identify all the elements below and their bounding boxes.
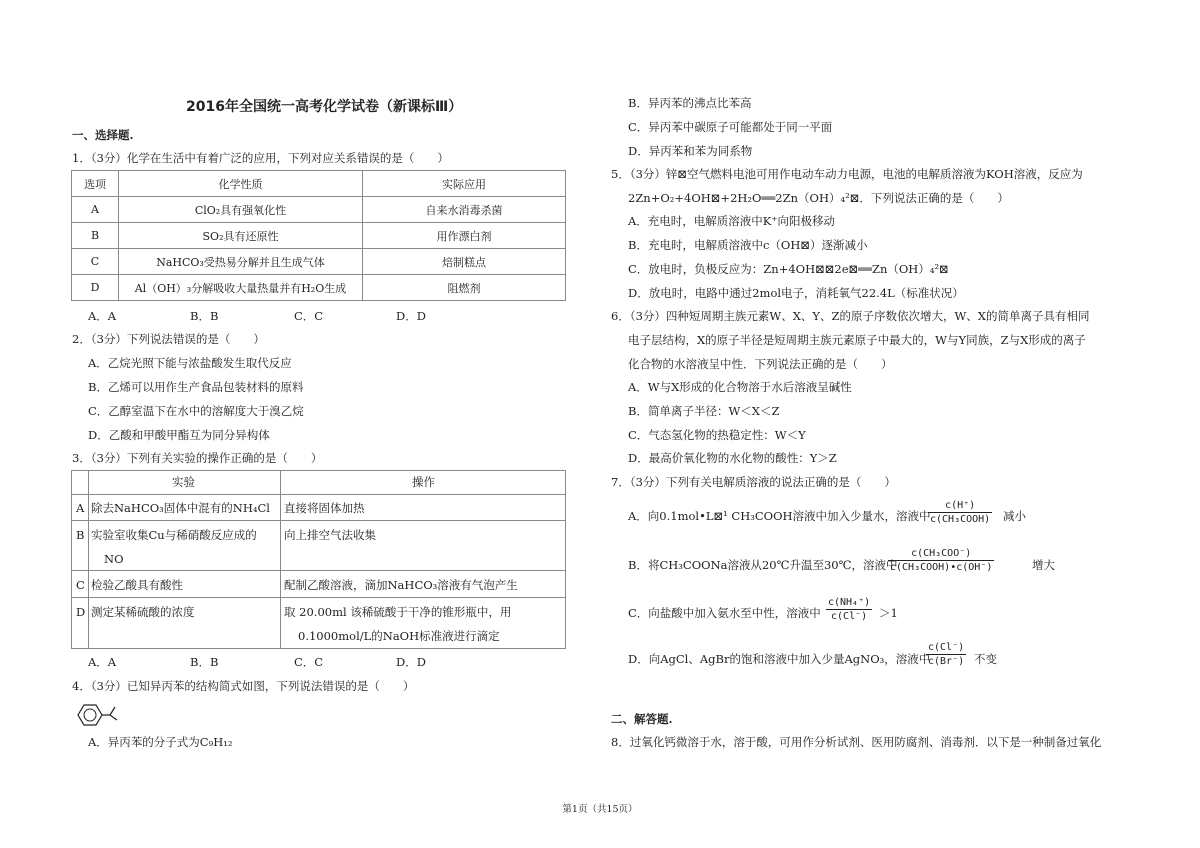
denominator: c(Cl⁻) xyxy=(831,611,868,622)
table-cell: NaHCO₃受热易分解并且生成气体 xyxy=(119,249,363,275)
question-3-stem: 3．（3分）下列有关实验的操作正确的是（ ） xyxy=(72,451,323,465)
table-cell: B xyxy=(72,223,119,249)
option: D．放电时，电路中通过2mol电子，消耗氧气22.4L（标准状况） xyxy=(628,286,964,300)
table-header: 实验 xyxy=(172,475,195,489)
table-cell: 阻燃剂 xyxy=(363,275,566,301)
question-6-stem: 化合物的水溶液呈中性．下列说法正确的是（ ） xyxy=(628,357,893,371)
table-cell: NO xyxy=(104,552,124,566)
question-1-stem: 1．（3分）化学在生活中有着广泛的应用，下列对应关系错误的是（ ） xyxy=(72,151,449,165)
option: B．将CH₃COONa溶液从20℃升温至30℃，溶液中 xyxy=(628,558,898,572)
option: C．C xyxy=(294,655,324,669)
table-cell: 实验室收集Cu与稀硝酸反应成的 xyxy=(91,528,257,542)
table-header: 实际应用 xyxy=(363,171,566,197)
table-cell: C xyxy=(76,578,85,592)
table-cell: 除去NaHCO₃固体中混有的NH₄Cl xyxy=(91,501,270,515)
option: B．乙烯可以用作生产食品包装材料的原料 xyxy=(88,380,304,394)
table-header: 选项 xyxy=(72,171,119,197)
option: C．向盐酸中加入氨水至中性，溶液中 xyxy=(628,606,821,620)
option: D．异丙苯和苯为同系物 xyxy=(628,144,753,158)
table-cell: 自来水消毒杀菌 xyxy=(363,197,566,223)
option: C．C xyxy=(294,309,324,323)
option: D．D xyxy=(396,309,426,323)
table-cell: A xyxy=(76,501,85,515)
table-cell: C xyxy=(72,249,119,275)
option-suffix: ＞1 xyxy=(879,606,898,620)
table-cell: B xyxy=(76,528,85,542)
table-cell: Al（OH）₃分解吸收大量热量并有H₂O生成 xyxy=(119,275,363,301)
fraction xyxy=(826,596,872,623)
table-cell: 焙制糕点 xyxy=(363,249,566,275)
table-cell: 测定某稀硫酸的浓度 xyxy=(91,605,195,619)
question-5-stem: 2Zn+O₂+4OH⊠+2H₂O══2Zn（OH）₄²⊠．下列说法正确的是（ ） xyxy=(628,191,1009,205)
option: C．异丙苯中碳原子可能都处于同一平面 xyxy=(628,120,833,134)
table-cell: 取 20.00ml 该稀硫酸于干净的锥形瓶中，用 xyxy=(284,605,512,619)
option: D．D xyxy=(396,655,426,669)
question-1-table xyxy=(71,170,566,301)
option: B．充电时，电解质溶液中c（OH⊠）逐渐减小 xyxy=(628,238,868,252)
question-2-stem: 2．（3分）下列说法错误的是（ ） xyxy=(72,332,265,346)
table-cell: 向上排空气法收集 xyxy=(284,528,376,542)
fraction xyxy=(888,547,994,574)
table-cell: 0.1000mol/L的NaOH标准液进行滴定 xyxy=(298,629,500,643)
table-cell: 配制乙酸溶液，滴加NaHCO₃溶液有气泡产生 xyxy=(284,578,518,592)
question-8-stem: 8．过氧化钙微溶于水，溶于酸，可用作分析试剂、医用防腐剂、消毒剂．以下是一种制备过氧化 xyxy=(611,735,1102,749)
question-7-stem: 7．（3分）下列有关电解质溶液的说法正确的是（ ） xyxy=(611,475,896,489)
option: B．B xyxy=(190,309,219,323)
option: B．B xyxy=(190,655,219,669)
table-cell: ClO₂具有强氧化性 xyxy=(119,197,363,223)
fraction xyxy=(928,499,992,526)
question-4-stem: 4．（3分）已知异丙苯的结构简式如图，下列说法错误的是（ ） xyxy=(72,679,415,693)
section-heading: 二、解答题. xyxy=(611,712,673,726)
table-header: 操作 xyxy=(412,475,435,489)
numerator: c(H⁺) xyxy=(928,499,992,513)
option: A．向0.1mol•L⊠¹ CH₃COOH溶液中加入少量水，溶液中 xyxy=(628,509,931,523)
option-suffix: 增大 xyxy=(1032,558,1055,572)
option: A．充电时，电解质溶液中K⁺向阳极移动 xyxy=(628,214,835,228)
numerator: c(NH₄⁺) xyxy=(828,597,871,608)
question-6-stem: 电子层结构，X的原子半径是短周期主族元素原子中最大的，W与Y同族，Z与X形成的离子 xyxy=(628,333,1086,347)
table-cell: 检验乙酸具有酸性 xyxy=(91,578,183,592)
option: A．A xyxy=(88,655,117,669)
denominator: c(Br⁻) xyxy=(928,656,965,667)
section-heading: 一、选择题. xyxy=(72,128,134,142)
table-cell: D xyxy=(72,275,119,301)
option: D．向AgCl、AgBr的饱和溶液中加入少量AgNO₃，溶液中 xyxy=(628,652,931,666)
page-footer: 第1页（共15页） xyxy=(562,804,638,815)
question-6-stem: 6．（3分）四种短周期主族元素W、X、Y、Z的原子序数依次增大，W、X的简单离子具有相同 xyxy=(611,309,1090,323)
option: D．最高价氧化物的水化物的酸性：Y＞Z xyxy=(628,451,837,465)
table-cell: A xyxy=(72,197,119,223)
option: C．放电时，负极反应为：Zn+4OH⊠⊠2e⊠══Zn（OH）₄²⊠ xyxy=(628,262,949,276)
page-title: 2016年全国统一高考化学试卷（新课标Ⅲ） xyxy=(186,99,463,115)
fraction xyxy=(926,641,966,668)
option: A．异丙苯的分子式为C₉H₁₂ xyxy=(88,735,233,749)
option: B．简单离子半径：W＜X＜Z xyxy=(628,404,780,418)
table-cell: D xyxy=(76,605,86,619)
denominator: c(CH₃COOH)•c(OH⁻) xyxy=(890,562,993,573)
option: C．乙醇室温下在水中的溶解度大于溴乙烷 xyxy=(88,404,304,418)
table-cell: 直接将固体加热 xyxy=(284,501,365,515)
option: B．异丙苯的沸点比苯高 xyxy=(628,96,752,110)
numerator: c(CH₃COO⁻) xyxy=(888,547,994,561)
table-cell: 用作漂白剂 xyxy=(363,223,566,249)
option: A．乙烷光照下能与浓盐酸发生取代反应 xyxy=(88,356,292,370)
isopropylbenzene-structure-icon xyxy=(70,700,126,730)
table-cell: SO₂具有还原性 xyxy=(119,223,363,249)
option: D．乙酸和甲酸甲酯互为同分异构体 xyxy=(88,428,270,442)
question-5-stem: 5．（3分）锌⊠空气燃料电池可用作电动车动力电源，电池的电解质溶液为KOH溶液，反应为 xyxy=(611,167,1083,181)
option: A．A xyxy=(88,309,117,323)
table-header: 化学性质 xyxy=(119,171,363,197)
option-suffix: 减小 xyxy=(1003,509,1026,523)
numerator: c(Cl⁻) xyxy=(928,642,965,653)
option: A．W与X形成的化合物溶于水后溶液呈碱性 xyxy=(628,380,852,394)
option: C．气态氢化物的热稳定性：W＜Y xyxy=(628,428,806,442)
option-suffix: 不变 xyxy=(974,652,997,666)
denominator: c(CH₃COOH) xyxy=(930,514,991,525)
